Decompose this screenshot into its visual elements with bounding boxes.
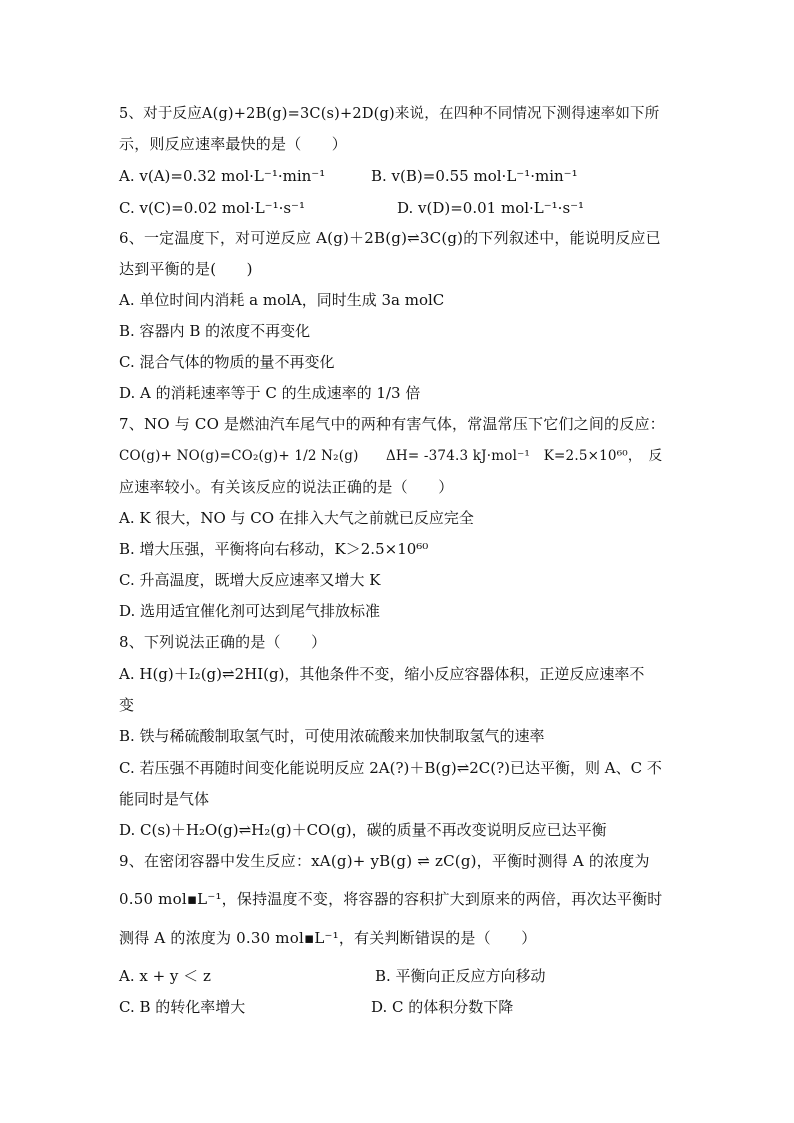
q8-stem: 8、下列说法正确的是（ ） [119,633,327,651]
q9-stem-line2: 0.50 mol▪L⁻¹，保持温度不变，将容器的容积扩大到原来的两倍，再次达平衡时 [119,890,663,908]
q7-option-c: C. 升高温度，既增大反应速率又增大 K [119,571,381,589]
q8-option-c-line2: 能同时是气体 [119,790,210,808]
q9-stem-line1: 9、在密闭容器中发生反应：xA(g)+ yB(g) ⇌ zC(g)，平衡时测得 A 的浓度为 [119,852,650,870]
q7-stem-line1: 7、NO 与 CO 是燃油汽车尾气中的两种有害气体，常温常压下它们之间的反应： [119,415,665,433]
q8-option-a-line2: 变 [119,696,135,714]
q8-option-d: D. C(s)＋H₂O(g)⇌H₂(g)＋CO(g)，碳的质量不再改变说明反应已达平衡 [119,821,607,839]
q9-option-b: B. 平衡向正反应方向移动 [375,967,546,985]
q6-stem-line1: 6、一定温度下，对可逆反应 A(g)＋2B(g)⇌3C(g)的下列叙述中，能说明反应已 [119,229,661,247]
q9-stem-line3: 测得 A 的浓度为 0.30 mol▪L⁻¹，有关判断错误的是（ ） [119,929,537,947]
q7-stem-line3: 应速率较小。有关该反应的说法正确的是（ ） [119,478,454,496]
q8-option-b: B. 铁与稀硫酸制取氢气时，可使用浓硫酸来加快制取氢气的速率 [119,727,545,745]
q6-option-b: B. 容器内 B 的浓度不再变化 [119,322,311,340]
q5-option-c: C. v(C)=0.02 mol·L⁻¹·s⁻¹ [119,199,305,217]
q5-option-b: B. v(B)=0.55 mol·L⁻¹·min⁻¹ [371,167,578,185]
q5-stem-line1: 5、对于反应A(g)+2B(g)=3C(s)+2D(g)来说，在四种不同情况下测得速率如下所 [119,106,660,122]
q8-option-a-line1: A. H(g)＋I₂(g)⇌2HI(g)，其他条件不变，缩小反应容器体积，正逆反应速率不 [119,665,645,683]
q6-option-c: C. 混合气体的物质的量不再变化 [119,353,335,371]
q9-option-c: C. B 的转化率增大 [119,998,246,1016]
q6-option-a: A. 单位时间内消耗 a molA，同时生成 3a molC [119,291,445,309]
q9-option-a: A. x + y ＜ z [119,967,211,985]
q5-option-a: A. v(A)=0.32 mol·L⁻¹·min⁻¹ [119,167,326,185]
q7-stem-line2: CO(g)+ NO(g)=CO₂(g)+ 1/2 N₂(g) ΔH= -374.3 kJ·mol⁻¹ K=2.5×10⁶⁰， 反 [119,448,663,464]
q6-stem-line2: 达到平衡的是( ) [119,260,253,278]
q6-option-d: D. A 的消耗速率等于 C 的生成速率的 1/3 倍 [119,384,421,402]
q5-stem-line2: 示，则反应速率最快的是（ ） [119,135,348,153]
q5-option-d: D. v(D)=0.01 mol·L⁻¹·s⁻¹ [397,199,585,217]
q7-option-b: B. 增大压强，平衡将向右移动，K＞2.5×10⁶⁰ [119,540,429,558]
q9-option-d: D. C 的体积分数下降 [371,998,514,1016]
q7-option-a: A. K 很大，NO 与 CO 在排入大气之前就已反应完全 [119,509,474,527]
q7-option-d: D. 选用适宜催化剂可达到尾气排放标准 [119,602,381,620]
q8-option-c-line1: C. 若压强不再随时间变化能说明反应 2A(?)＋B(g)⇌2C(?)已达平衡，则 A、C 不 [119,759,662,777]
